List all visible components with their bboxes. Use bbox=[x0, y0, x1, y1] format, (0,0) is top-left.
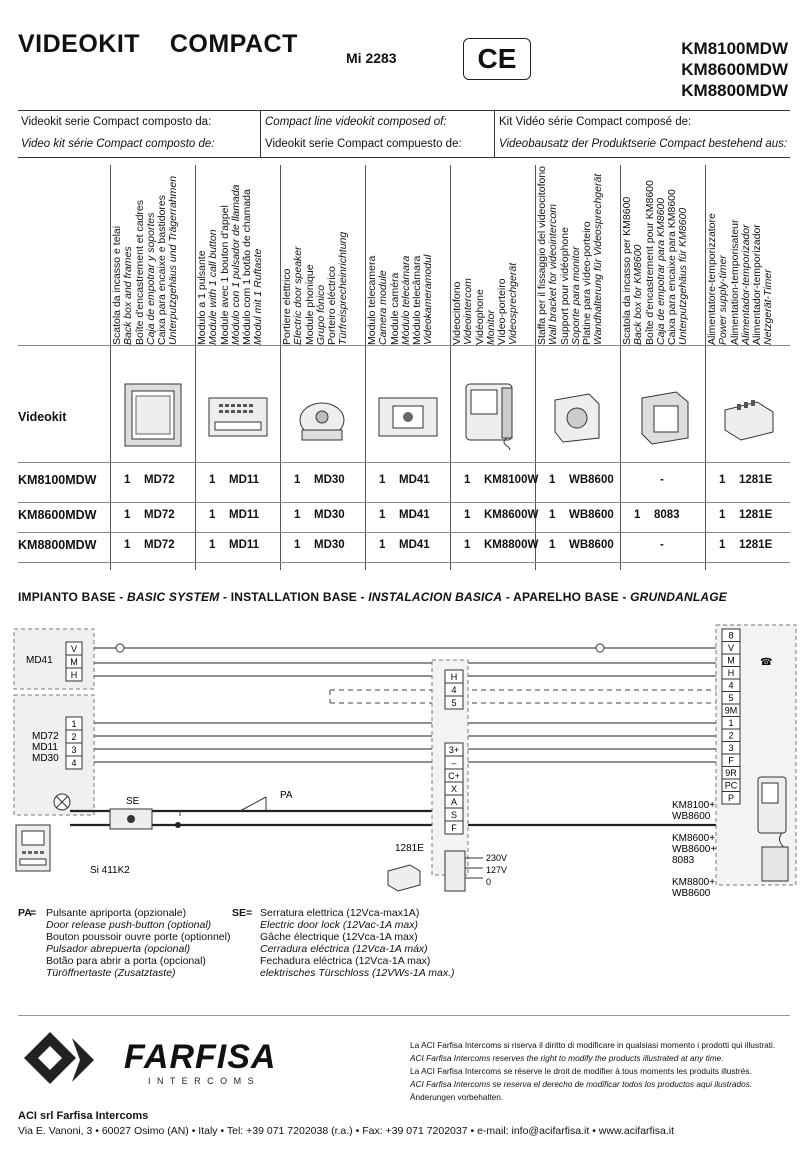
terminal-label: C+ bbox=[448, 771, 460, 781]
terminal-label: M bbox=[727, 655, 735, 666]
cell-code: MD41 bbox=[399, 474, 430, 486]
column-header-line: Unterputzgehäus und Trägerrahmen bbox=[167, 175, 180, 345]
column-header-line: Platine para vídeo-porteiro bbox=[581, 221, 594, 345]
terminal-label: 3+ bbox=[448, 745, 460, 755]
column-header-line: Netzgerät-Timer bbox=[762, 269, 775, 345]
note-km8100-1: KM8100+ bbox=[672, 800, 716, 811]
column-header-line: Wall bracket for videointercom bbox=[547, 203, 560, 345]
column-header-line: Back box and frames bbox=[122, 246, 135, 345]
back-box-image bbox=[112, 380, 194, 450]
model-code: KM8600MDW bbox=[681, 60, 788, 79]
terminal-label: V bbox=[727, 643, 735, 653]
cell-code: 8083 bbox=[654, 509, 680, 521]
legend-line: Cerradura eléctrica (12Vca-1A máx) bbox=[260, 943, 428, 955]
cell-qty: 1 bbox=[719, 509, 726, 521]
terminal-label: H bbox=[70, 670, 78, 680]
terminal-label: 2 bbox=[71, 732, 77, 742]
call-button-module-image bbox=[197, 380, 279, 450]
cell-qty: 1 bbox=[464, 539, 471, 551]
cell-code: WB8600 bbox=[569, 509, 614, 521]
md72-label: MD72 bbox=[32, 731, 59, 742]
terminal-label: 9M bbox=[724, 705, 738, 716]
composition-it-pt: Videokit serie Compact composto da: Video kit série Compact composto de: bbox=[21, 116, 215, 150]
note-km8600-3: 8083 bbox=[672, 855, 695, 866]
door-speaker-image bbox=[282, 380, 364, 450]
cell-code: MD72 bbox=[144, 539, 175, 551]
cell-qty: 1 bbox=[549, 539, 556, 551]
column-header-line: Camera module bbox=[377, 270, 390, 345]
legend-line: Door release push-button (optional) bbox=[46, 919, 212, 931]
terminal-label: V bbox=[70, 644, 78, 654]
terminal-label: H bbox=[727, 668, 735, 678]
mains-230: 230V bbox=[486, 853, 508, 863]
pa-label: PA bbox=[280, 790, 293, 801]
cell-code: MD41 bbox=[399, 509, 430, 521]
legend-line: Fechadura eléctrica (12Vca-1A max) bbox=[260, 955, 431, 967]
terminal-label: 2 bbox=[728, 730, 734, 741]
md41-label: MD41 bbox=[26, 655, 53, 666]
column-header-line: Caixa para encaixe e bastidores bbox=[156, 194, 169, 345]
column-header-line: Módulo telecámara bbox=[399, 255, 412, 345]
column-header-line: Türfreisprecheinrichtung bbox=[337, 231, 350, 345]
column-header bbox=[452, 170, 538, 345]
note-km8800-1: KM8800+ bbox=[672, 877, 716, 888]
cell-qty: 1 bbox=[209, 474, 216, 486]
wiring-diagram bbox=[0, 615, 808, 900]
column-header-line: Caja de empotrar y soportes bbox=[144, 212, 157, 345]
cell-code: KM8800W bbox=[484, 539, 539, 551]
column-header-line: Module avec 1 bouton d'appel bbox=[218, 205, 231, 345]
column-header-line: Videocitofono bbox=[451, 281, 463, 345]
terminal-label: 5 bbox=[728, 693, 734, 703]
terminal-label: M bbox=[70, 657, 78, 667]
cell-qty: 1 bbox=[719, 474, 726, 486]
model-code: KM8100MDW bbox=[681, 39, 788, 58]
videokit-label: Videokit bbox=[18, 410, 67, 424]
terminal-label: PC bbox=[724, 780, 738, 791]
composition-fr-de: Kit Vidéo série Compact composé de: Videobausatz der Produktserie Compact bestehend aus: bbox=[499, 116, 788, 150]
svg-text:☎: ☎ bbox=[760, 657, 773, 668]
cell-code: MD11 bbox=[229, 509, 260, 521]
terminal-label: A bbox=[450, 797, 458, 807]
cell-qty: 1 bbox=[634, 509, 641, 521]
row-model: KM8600MDW bbox=[18, 508, 97, 522]
column-header-line: Porteiro eléctrico bbox=[326, 266, 339, 345]
note-km8600-1: KM8600+ bbox=[672, 833, 716, 844]
terminal-label: F bbox=[451, 823, 457, 833]
system-title: IMPIANTO BASE - BASIC SYSTEM - INSTALLATION BASE - INSTALACION BASICA - APARELHO BASE - GRUNDANLAGE bbox=[18, 590, 727, 604]
column-header-line: Soporte para monitor bbox=[569, 246, 582, 345]
cell-qty: 1 bbox=[464, 509, 471, 521]
column-header bbox=[622, 170, 708, 345]
cell-code: WB8600 bbox=[569, 539, 614, 551]
terminal-label: 8 bbox=[728, 630, 734, 641]
legend-line: elektrisches Türschloss (12VWs-1A max.) bbox=[260, 967, 455, 979]
column-header-line: Grupo fónico bbox=[314, 284, 327, 345]
composition-en-es: Compact line videokit composed of: Videokit serie Compact compuesto de: bbox=[265, 116, 462, 150]
cell-qty: 1 bbox=[549, 509, 556, 521]
company-name: ACI srl Farfisa Intercoms bbox=[18, 1110, 149, 1122]
legend-line: Pulsante apriporta (opzionale) bbox=[46, 907, 187, 919]
md30-label: MD30 bbox=[32, 753, 59, 764]
cell-code: MD30 bbox=[314, 474, 345, 486]
column-header bbox=[197, 170, 283, 345]
column-header-line: Módulo con 1 pulsador de llamada bbox=[229, 184, 242, 345]
se-label: SE bbox=[126, 796, 140, 807]
column-header-line: Modulo telecamera bbox=[366, 255, 378, 345]
terminal-label: 3 bbox=[728, 743, 734, 753]
cell-qty: 1 bbox=[294, 509, 301, 521]
disclaimer: La ACI Farfisa Intercoms si riserva il diritto di modificare in qualsiasi momento i prodotti qui illustrati. ACI Farfisa Intercoms reserves the right to modify the products illustrated at any time. La ACI Farfisa Intercoms se réserve le droit de modifier à tous moments les produits illustrés. ACI Farfisa Intercoms se reserva el derecho de modificar todos los productos aqui ilustrados. Änderungen vorbehalten. bbox=[410, 1040, 776, 1102]
cell-qty: 1 bbox=[209, 539, 216, 551]
wall-bracket-image bbox=[537, 380, 619, 450]
brand-name: FARFISA bbox=[124, 1038, 277, 1076]
cell-qty: 1 bbox=[209, 509, 216, 521]
cell-qty: 1 bbox=[124, 509, 131, 521]
row-model: KM8100MDW bbox=[18, 473, 97, 487]
column-header-line: Power supply-timer bbox=[717, 255, 730, 345]
cell-code: KM8100W bbox=[484, 474, 539, 486]
column-header-line: Staffa per il fissaggio del videocitofono bbox=[536, 165, 548, 345]
column-header bbox=[367, 170, 453, 345]
terminal-label: 1 bbox=[728, 718, 734, 728]
brand-sub: I N T E R C O M S bbox=[148, 1076, 256, 1086]
farfisa-logo bbox=[20, 1028, 340, 1098]
column-header-line: Módulo telecâmara bbox=[411, 255, 424, 345]
psu-label: 1281E bbox=[395, 843, 424, 854]
doc-code: Mi 2283 bbox=[346, 50, 397, 66]
mains-127: 127V bbox=[486, 865, 508, 875]
terminal-label: P bbox=[727, 793, 735, 803]
cell-code: 1281E bbox=[739, 509, 773, 521]
terminal-label: H bbox=[450, 672, 458, 682]
column-header-line: Module caméra bbox=[388, 272, 401, 345]
column-header bbox=[536, 165, 623, 345]
cell-code: MD30 bbox=[314, 539, 345, 551]
column-header-line: Module phonique bbox=[303, 264, 316, 345]
company-address: Via E. Vanoni, 3 • 60027 Osimo (AN) • Italy • Tel: +39 071 7202038 (r.a.) • Fax: +39 071 7202037 • e-mail: info@acifarfisa.it • www.acifarfisa.it bbox=[18, 1125, 675, 1137]
column-header-line: Wandhalterung für Videosprechgerät bbox=[592, 173, 605, 345]
note-km8800-2: WB8600 bbox=[672, 888, 711, 899]
cell-code: - bbox=[660, 474, 664, 486]
cell-qty: 1 bbox=[124, 539, 131, 551]
videointercom-image bbox=[452, 380, 534, 450]
column-header-line: Back box for KM8600 bbox=[632, 244, 645, 345]
column-header-line: Modul mit 1 Ruftaste bbox=[252, 248, 265, 345]
column-header-line: Scatola da incasso per KM8600 bbox=[621, 196, 633, 345]
column-header bbox=[112, 170, 198, 345]
legend-line: Türöffnertaste (Zusatztaste) bbox=[46, 967, 176, 979]
legend-line: Gâche électrique (12Vca-1A max) bbox=[260, 931, 418, 943]
column-header bbox=[707, 170, 793, 345]
cell-code: - bbox=[660, 539, 664, 551]
cell-code: MD30 bbox=[314, 509, 345, 521]
cell-qty: 1 bbox=[379, 474, 386, 486]
mains-0: 0 bbox=[486, 877, 492, 887]
column-header-line: Alimentador-temporizador bbox=[739, 224, 752, 345]
ce-mark: CE bbox=[463, 38, 531, 80]
column-header-line: Vídeo-porteiro bbox=[496, 278, 509, 345]
terminal-label: X bbox=[450, 784, 458, 794]
model-code: KM8800MDW bbox=[681, 81, 788, 100]
terminal-label: – bbox=[451, 758, 457, 768]
column-header-line: Módulo com 1 botão de chamada bbox=[241, 189, 254, 345]
column-header-line: Videointercom bbox=[462, 278, 475, 345]
cell-qty: 1 bbox=[379, 509, 386, 521]
terminal-label: 5 bbox=[451, 698, 457, 708]
cell-qty: 1 bbox=[124, 474, 131, 486]
legend-line: Serratura elettrica (12Vca-max1A) bbox=[260, 907, 420, 919]
si-label: Si 411K2 bbox=[90, 865, 130, 876]
column-header-line: Electric door speaker bbox=[292, 246, 305, 345]
md11-label: MD11 bbox=[32, 742, 58, 753]
column-header-line: Modulo a 1 pulsante bbox=[196, 250, 208, 345]
cell-code: MD41 bbox=[399, 539, 430, 551]
terminal-label: 4 bbox=[71, 758, 77, 768]
column-header-line: Caja de empotrar para KM8600 bbox=[654, 197, 667, 345]
note-km8600-2: WB8600+ bbox=[672, 844, 717, 855]
column-header-line: Caixa para encaixe para KM8600 bbox=[666, 189, 679, 345]
column-header-line: Monitor bbox=[484, 309, 497, 345]
composition-header bbox=[18, 110, 790, 158]
column-header-line: Alimentation-temporisateur bbox=[728, 219, 741, 345]
cell-qty: 1 bbox=[549, 474, 556, 486]
legend-line: Pulsador abrepuerta (opcional) bbox=[46, 943, 191, 955]
cell-code: WB8600 bbox=[569, 474, 614, 486]
camera-module-image bbox=[367, 380, 449, 450]
legend-line: Botão para abrir a porta (opcional) bbox=[46, 955, 206, 967]
row-model: KM8800MDW bbox=[18, 538, 97, 552]
column-header-line: Videokameramodul bbox=[422, 254, 435, 345]
column-header-line: Scatola da incasso e telai bbox=[111, 225, 123, 345]
terminal-label: 4 bbox=[728, 680, 734, 691]
cell-code: MD11 bbox=[229, 474, 260, 486]
cell-qty: 1 bbox=[294, 539, 301, 551]
page-title: VIDEOKIT COMPACT bbox=[18, 30, 298, 58]
cell-code: MD72 bbox=[144, 474, 175, 486]
power-supply-image bbox=[707, 380, 789, 450]
cell-qty: 1 bbox=[464, 474, 471, 486]
terminal-label: 9R bbox=[725, 768, 737, 778]
terminal-label: F bbox=[728, 755, 734, 766]
terminal-label: S bbox=[450, 810, 458, 820]
cell-code: KM8600W bbox=[484, 509, 539, 521]
cell-code: MD72 bbox=[144, 509, 175, 521]
legend-line: Electric door lock (12Vac-1A max) bbox=[260, 919, 418, 931]
column-header-line: Vidéophone bbox=[473, 289, 486, 345]
cell-code: 1281E bbox=[739, 539, 773, 551]
column-header-line: Alimentatore-temporizzatore bbox=[706, 213, 718, 345]
terminal-label: 4 bbox=[451, 685, 457, 695]
cell-code: MD11 bbox=[229, 539, 260, 551]
column-header-line: Unterputzgehäus für KM8600 bbox=[677, 207, 690, 345]
column-header-line: Module with 1 call button bbox=[207, 229, 220, 345]
back-box-8083-image bbox=[622, 380, 704, 450]
cell-qty: 1 bbox=[294, 474, 301, 486]
cell-qty: 1 bbox=[719, 539, 726, 551]
note-km8100-2: WB8600 bbox=[672, 811, 711, 822]
column-header-line: Portiere elettrico bbox=[281, 268, 293, 345]
terminal-label: 1 bbox=[71, 719, 77, 729]
column-header-line: Support pour vidéophone bbox=[558, 227, 571, 345]
column-header-line: Videosprechgerät bbox=[507, 262, 520, 345]
model-list bbox=[681, 38, 788, 101]
column-header-line: Boîte d'encastrement pour KM8600 bbox=[643, 180, 656, 345]
cell-code: 1281E bbox=[739, 474, 773, 486]
column-header-line: Boîte d'encastrement et cadres bbox=[133, 199, 146, 345]
terminal-label: 3 bbox=[71, 745, 77, 755]
cell-qty: 1 bbox=[379, 539, 386, 551]
legend-line: Bouton poussoir ouvre porte (optionnel) bbox=[46, 931, 231, 943]
column-header-line: Alimentador-temporizador bbox=[751, 224, 764, 345]
column-header bbox=[282, 170, 368, 345]
